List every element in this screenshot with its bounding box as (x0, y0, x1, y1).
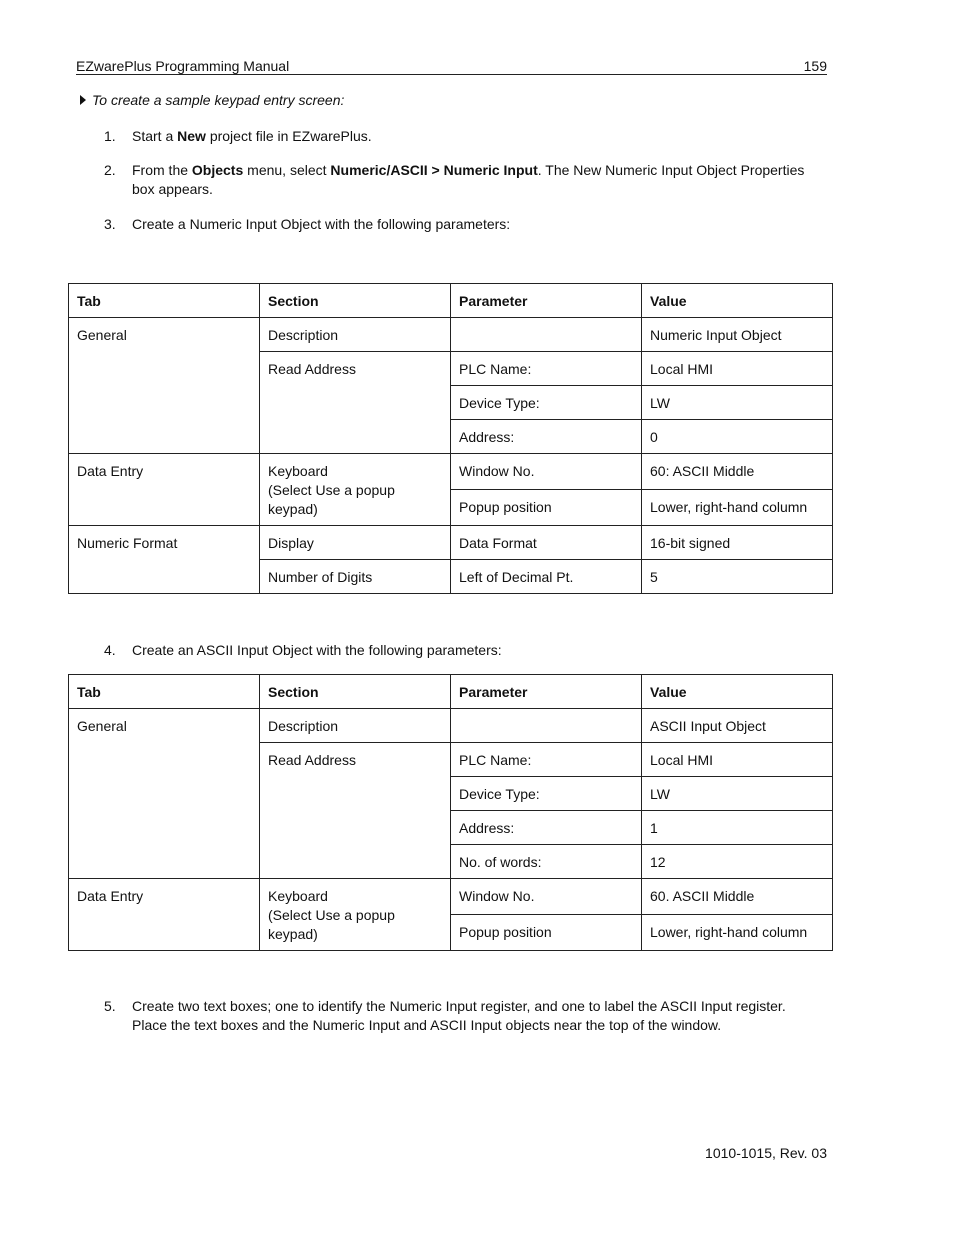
cell-parameter: Address: (451, 811, 642, 845)
cell-tab: Data Entry (69, 879, 260, 951)
cell-section: Keyboard (Select Use a popup keypad) (260, 454, 451, 526)
cell-parameter: PLC Name: (451, 352, 642, 386)
step-text-run: Start a (132, 128, 178, 144)
page-header (76, 58, 827, 75)
table-row (69, 454, 833, 490)
step-number: 4. (104, 642, 116, 658)
cell-parameter: Data Format (451, 526, 642, 560)
cell-value: Local HMI (642, 352, 833, 386)
cell-parameter: No. of words: (451, 845, 642, 879)
table-row (69, 709, 833, 743)
step-text-run: menu, select (243, 162, 331, 178)
cell-tab: Numeric Format (69, 526, 260, 594)
cell-tab: Data Entry (69, 454, 260, 526)
cell-parameter: Popup position (451, 490, 642, 526)
step-text-run: project file in EZwarePlus. (205, 128, 372, 144)
cell-section: Read Address (260, 743, 451, 879)
cell-value: 60: ASCII Middle (642, 454, 833, 490)
step-number: 3. (104, 216, 116, 232)
step-text (132, 641, 822, 660)
document-number: 1010-1015, Rev. 03 (705, 1145, 827, 1161)
step-text-run: Create a Numeric Input Object with the following parameters: (132, 216, 511, 232)
cell-section: Keyboard (Select Use a popup keypad) (260, 879, 451, 951)
step-text-run: Create two text boxes; one to identify the Numeric Input register, and one to label the ASCII Input register. Place the text boxes and the Numeric Input and ASCII Input objects near the top of the window. (132, 998, 786, 1033)
header-tab: Tab (69, 675, 260, 709)
header-section: Section (260, 284, 451, 318)
step-text (132, 215, 822, 234)
bold-term: Numeric/ASCII > Numeric Input (330, 162, 538, 178)
cell-parameter: Window No. (451, 879, 642, 915)
cell-section: Display (260, 526, 451, 560)
step-number: 2. (104, 162, 116, 178)
cell-value: 1 (642, 811, 833, 845)
header-parameter: Parameter (451, 675, 642, 709)
cell-tab: General (69, 318, 260, 454)
step-text-run: Create an ASCII Input Object with the following parameters: (132, 642, 502, 658)
cell-value: Lower, right-hand column (642, 915, 833, 951)
triangle-bullet-icon (80, 95, 86, 105)
header-parameter: Parameter (451, 284, 642, 318)
cell-parameter: Address: (451, 420, 642, 454)
cell-parameter: Popup position (451, 915, 642, 951)
header-value: Value (642, 675, 833, 709)
table-header-row (69, 675, 833, 709)
step-text (132, 997, 822, 1035)
cell-value: Lower, right-hand column (642, 490, 833, 526)
cell-value: 12 (642, 845, 833, 879)
step-text (132, 161, 822, 199)
cell-parameter: Device Type: (451, 386, 642, 420)
cell-parameter: PLC Name: (451, 743, 642, 777)
cell-value: ASCII Input Object (642, 709, 833, 743)
step-text-run: From the (132, 162, 192, 178)
step-number: 1. (104, 128, 116, 144)
cell-parameter (451, 709, 642, 743)
cell-section: Number of Digits (260, 560, 451, 594)
cell-tab: General (69, 709, 260, 879)
procedure-title: To create a sample keypad entry screen: (92, 92, 345, 108)
cell-value: LW (642, 777, 833, 811)
table-header-row (69, 284, 833, 318)
cell-value: Local HMI (642, 743, 833, 777)
step-text-run: . The New Numeric Input Object Properties box appears. (132, 162, 805, 197)
cell-parameter: Device Type: (451, 777, 642, 811)
ascii-input-parameters-table (68, 674, 833, 951)
header-tab: Tab (69, 284, 260, 318)
cell-value: 0 (642, 420, 833, 454)
table-row (69, 879, 833, 915)
cell-parameter (451, 318, 642, 352)
cell-parameter: Left of Decimal Pt. (451, 560, 642, 594)
cell-value: Numeric Input Object (642, 318, 833, 352)
cell-parameter: Window No. (451, 454, 642, 490)
header-section: Section (260, 675, 451, 709)
bold-term: New (177, 128, 206, 144)
procedure-heading (80, 92, 344, 108)
cell-section: Description (260, 318, 451, 352)
header-value: Value (642, 284, 833, 318)
manual-title: EZwarePlus Programming Manual (76, 58, 290, 74)
bold-term: Objects (191, 162, 244, 178)
table-row (69, 318, 833, 352)
cell-value: LW (642, 386, 833, 420)
cell-section: Description (260, 709, 451, 743)
cell-value: 5 (642, 560, 833, 594)
numeric-input-parameters-table (68, 283, 833, 594)
cell-value: 16-bit signed (642, 526, 833, 560)
step-number: 5. (104, 998, 116, 1014)
step-text (132, 127, 822, 146)
table-row (69, 526, 833, 560)
page-number: 159 (803, 58, 827, 74)
cell-value: 60. ASCII Middle (642, 879, 833, 915)
cell-section: Read Address (260, 352, 451, 454)
